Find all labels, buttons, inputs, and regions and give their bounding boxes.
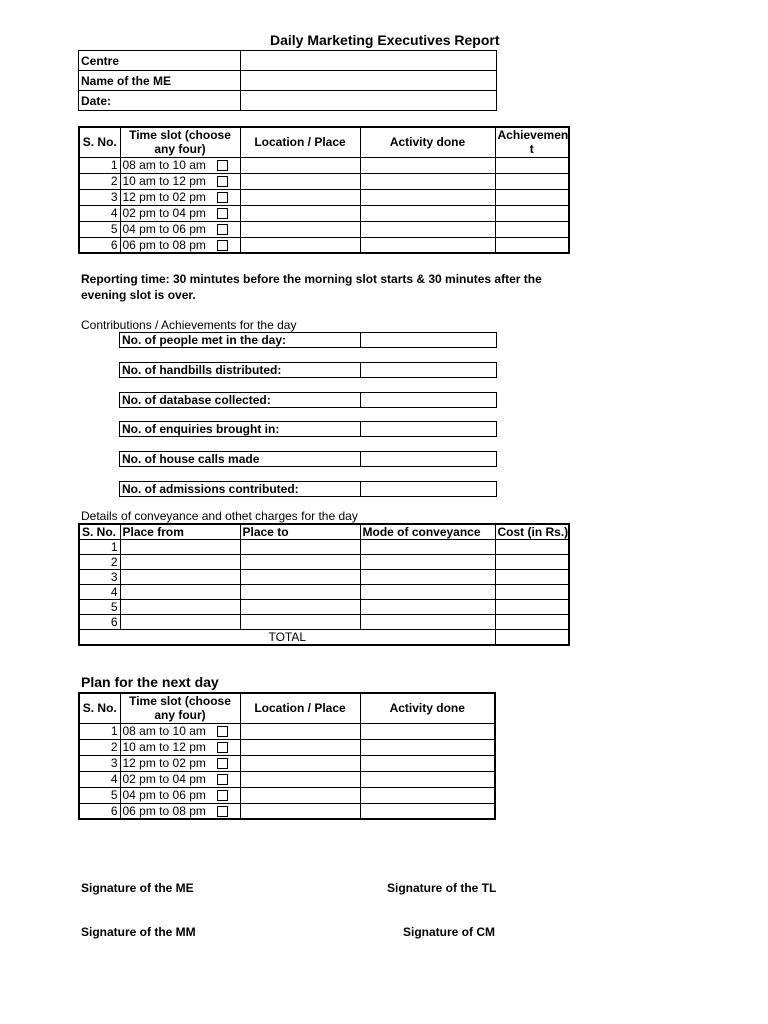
info-row	[79, 91, 497, 111]
slot-label: 08 am to 10 am	[122, 158, 206, 172]
plan-header-activity: Activity done	[360, 693, 495, 723]
conveyance-entry-field[interactable]	[120, 615, 240, 630]
info-table	[78, 50, 497, 111]
contribution-label: No. of handbills distributed:	[120, 362, 361, 377]
slot-row	[79, 221, 569, 237]
slot-number: 2	[79, 173, 120, 189]
signature-tl: Signature of the TL	[387, 881, 497, 895]
contributions-heading: Contributions / Achievements for the day	[81, 318, 297, 332]
conveyance-entry-field[interactable]	[360, 540, 495, 555]
conveyance-heading: Details of conveyance and othet charges for the day	[81, 509, 358, 523]
schedule-header-timeslot: Time slot (choose any four)	[120, 127, 240, 157]
slot-row	[79, 173, 569, 189]
plan-header-location: Location / Place	[240, 693, 360, 723]
slot-cell	[120, 237, 240, 253]
contribution-value-field[interactable]	[361, 392, 497, 407]
conveyance-entry-field[interactable]	[240, 540, 360, 555]
conveyance-number: 4	[79, 585, 120, 600]
plan-header-timeslot: Time slot (choose any four)	[120, 693, 240, 723]
slot-label: 04 pm to 06 pm	[122, 222, 206, 236]
slot-cell	[120, 157, 240, 173]
slot-cell	[120, 173, 240, 189]
conveyance-entry-field[interactable]	[360, 600, 495, 615]
slot-checkbox[interactable]	[217, 774, 228, 785]
slot-number: 4	[79, 771, 120, 787]
slot-checkbox[interactable]	[217, 742, 228, 753]
slot-entry-field[interactable]	[240, 723, 360, 739]
conveyance-entry-field[interactable]	[240, 615, 360, 630]
schedule-header-achievement: Achievemen t	[495, 127, 569, 157]
schedule-table	[78, 126, 570, 254]
slot-label: 10 am to 12 pm	[122, 740, 206, 754]
info-value-field[interactable]	[241, 51, 497, 71]
slot-checkbox[interactable]	[217, 790, 228, 801]
slot-cell	[120, 205, 240, 221]
conveyance-entry-field[interactable]	[495, 615, 569, 630]
slot-row	[79, 771, 495, 787]
slot-number: 3	[79, 755, 120, 771]
conveyance-entry-field[interactable]	[495, 600, 569, 615]
slot-label: 02 pm to 04 pm	[122, 772, 206, 786]
conveyance-header-cost: Cost (in Rs.)	[495, 524, 569, 540]
conveyance-entry-field[interactable]	[120, 585, 240, 600]
conveyance-row	[79, 615, 569, 630]
slot-label: 04 pm to 06 pm	[122, 788, 206, 802]
contribution-item	[119, 421, 497, 437]
slot-checkbox[interactable]	[217, 176, 228, 187]
conveyance-row	[79, 555, 569, 570]
slot-checkbox[interactable]	[217, 160, 228, 171]
slot-cell	[120, 723, 240, 739]
slot-entry-field[interactable]	[240, 189, 360, 205]
slot-entry-field[interactable]	[240, 787, 360, 803]
slot-number: 1	[79, 157, 120, 173]
slot-number: 6	[79, 803, 120, 819]
slot-number: 1	[79, 723, 120, 739]
info-label: Date:	[79, 91, 241, 111]
slot-entry-field[interactable]	[240, 237, 360, 253]
conveyance-entry-field[interactable]	[240, 600, 360, 615]
contribution-value-field[interactable]	[361, 422, 497, 437]
slot-entry-field[interactable]	[360, 221, 495, 237]
schedule-header-sno: S. No.	[79, 127, 120, 157]
slot-row	[79, 803, 495, 819]
slot-row	[79, 205, 569, 221]
contribution-value-field[interactable]	[361, 482, 497, 497]
slot-entry-field[interactable]	[360, 237, 495, 253]
contribution-label: No. of house calls made	[120, 452, 361, 467]
slot-entry-field[interactable]	[360, 755, 495, 771]
info-label: Name of the ME	[79, 71, 241, 91]
info-value-field[interactable]	[241, 71, 497, 91]
slot-entry-field[interactable]	[495, 157, 569, 173]
slot-entry-field[interactable]	[360, 189, 495, 205]
conveyance-entry-field[interactable]	[120, 570, 240, 585]
reporting-note-line1: Reporting time: 30 mintutes before the morning slot starts & 30 minutes after the	[81, 272, 542, 286]
slot-label: 12 pm to 02 pm	[122, 756, 206, 770]
conveyance-entry-field[interactable]	[495, 585, 569, 600]
slot-cell	[120, 803, 240, 819]
contribution-label: No. of database collected:	[120, 392, 361, 407]
slot-checkbox[interactable]	[217, 806, 228, 817]
contribution-value-field[interactable]	[361, 452, 497, 467]
conveyance-number: 6	[79, 615, 120, 630]
conveyance-entry-field[interactable]	[120, 555, 240, 570]
conveyance-entry-field[interactable]	[360, 555, 495, 570]
conveyance-entry-field[interactable]	[495, 570, 569, 585]
slot-checkbox[interactable]	[217, 224, 228, 235]
slot-cell	[120, 755, 240, 771]
slot-entry-field[interactable]	[360, 771, 495, 787]
conveyance-entry-field[interactable]	[495, 555, 569, 570]
slot-entry-field[interactable]	[495, 173, 569, 189]
slot-entry-field[interactable]	[495, 189, 569, 205]
slot-label: 12 pm to 02 pm	[122, 190, 206, 204]
slot-entry-field[interactable]	[240, 739, 360, 755]
slot-row	[79, 739, 495, 755]
slot-label: 06 pm to 08 pm	[122, 237, 206, 252]
conveyance-header-from: Place from	[120, 524, 240, 540]
slot-label: 02 pm to 04 pm	[122, 206, 206, 220]
contribution-item	[119, 481, 497, 497]
slot-entry-field[interactable]	[495, 205, 569, 221]
slot-row	[79, 723, 495, 739]
slot-entry-field[interactable]	[360, 739, 495, 755]
schedule-header-activity: Activity done	[360, 127, 495, 157]
slot-number: 6	[79, 237, 120, 253]
contribution-item	[119, 451, 497, 467]
slot-row	[79, 237, 569, 253]
conveyance-table	[78, 523, 570, 646]
slot-checkbox[interactable]	[217, 192, 228, 203]
slot-entry-field[interactable]	[360, 723, 495, 739]
slot-label: 08 am to 10 am	[122, 724, 206, 738]
info-label: Centre	[79, 51, 241, 71]
contribution-label: No. of admissions contributed:	[120, 482, 361, 497]
plan-heading: Plan for the next day	[81, 674, 219, 690]
slot-entry-field[interactable]	[240, 157, 360, 173]
contribution-label: No. of enquiries brought in:	[120, 422, 361, 437]
conveyance-row	[79, 600, 569, 615]
reporting-note	[81, 271, 542, 303]
slot-entry-field[interactable]	[240, 205, 360, 221]
slot-entry-field[interactable]	[240, 771, 360, 787]
conveyance-row	[79, 540, 569, 555]
slot-entry-field[interactable]	[360, 787, 495, 803]
conveyance-number: 5	[79, 600, 120, 615]
schedule-header-location: Location / Place	[240, 127, 360, 157]
info-row	[79, 51, 497, 71]
conveyance-header-mode: Mode of conveyance	[360, 524, 495, 540]
slot-row	[79, 189, 569, 205]
plan-header-sno: S. No.	[79, 693, 120, 723]
report-title: Daily Marketing Executives Report	[270, 32, 500, 48]
slot-label: 06 pm to 08 pm	[122, 803, 206, 818]
slot-entry-field[interactable]	[495, 221, 569, 237]
contribution-item	[119, 392, 497, 408]
slot-row	[79, 157, 569, 173]
contribution-value-field[interactable]	[361, 362, 497, 377]
conveyance-total-field[interactable]	[495, 630, 569, 646]
conveyance-row	[79, 585, 569, 600]
info-row	[79, 71, 497, 91]
conveyance-entry-field[interactable]	[240, 585, 360, 600]
conveyance-header-sno: S. No.	[79, 524, 120, 540]
contribution-item	[119, 332, 497, 348]
slot-checkbox[interactable]	[217, 726, 228, 737]
slot-entry-field[interactable]	[360, 157, 495, 173]
slot-cell	[120, 189, 240, 205]
slot-entry-field[interactable]	[360, 803, 495, 819]
conveyance-number: 3	[79, 570, 120, 585]
signature-mm: Signature of the MM	[81, 925, 196, 939]
slot-number: 4	[79, 205, 120, 221]
slot-cell	[120, 771, 240, 787]
slot-number: 2	[79, 739, 120, 755]
conveyance-total-label: TOTAL	[79, 630, 495, 646]
slot-number: 3	[79, 189, 120, 205]
contribution-label: No. of people met in the day:	[120, 333, 361, 348]
slot-entry-field[interactable]	[240, 173, 360, 189]
reporting-note-line2: evening slot is over.	[81, 288, 196, 302]
conveyance-entry-field[interactable]	[360, 570, 495, 585]
plan-table	[78, 692, 496, 820]
info-value-field[interactable]	[241, 91, 497, 111]
slot-number: 5	[79, 221, 120, 237]
conveyance-entry-field[interactable]	[240, 555, 360, 570]
contribution-item	[119, 362, 497, 378]
slot-entry-field[interactable]	[240, 221, 360, 237]
slot-entry-field[interactable]	[360, 173, 495, 189]
slot-entry-field[interactable]	[495, 237, 569, 253]
slot-number: 5	[79, 787, 120, 803]
slot-entry-field[interactable]	[360, 205, 495, 221]
conveyance-entry-field[interactable]	[120, 540, 240, 555]
slot-entry-field[interactable]	[240, 803, 360, 819]
conveyance-total-row	[79, 630, 569, 646]
slot-checkbox[interactable]	[217, 208, 228, 219]
slot-row	[79, 755, 495, 771]
slot-checkbox[interactable]	[217, 240, 228, 251]
conveyance-number: 1	[79, 540, 120, 555]
slot-row	[79, 787, 495, 803]
slot-cell	[120, 221, 240, 237]
slot-checkbox[interactable]	[217, 758, 228, 769]
slot-cell	[120, 739, 240, 755]
conveyance-number: 2	[79, 555, 120, 570]
conveyance-entry-field[interactable]	[240, 570, 360, 585]
conveyance-entry-field[interactable]	[360, 585, 495, 600]
conveyance-entry-field[interactable]	[495, 540, 569, 555]
slot-label: 10 am to 12 pm	[122, 174, 206, 188]
contribution-value-field[interactable]	[361, 333, 497, 348]
slot-cell	[120, 787, 240, 803]
signature-me: Signature of the ME	[81, 881, 194, 895]
conveyance-row	[79, 570, 569, 585]
conveyance-entry-field[interactable]	[120, 600, 240, 615]
conveyance-header-to: Place to	[240, 524, 360, 540]
slot-entry-field[interactable]	[240, 755, 360, 771]
conveyance-entry-field[interactable]	[360, 615, 495, 630]
signature-cm: Signature of CM	[403, 925, 495, 939]
